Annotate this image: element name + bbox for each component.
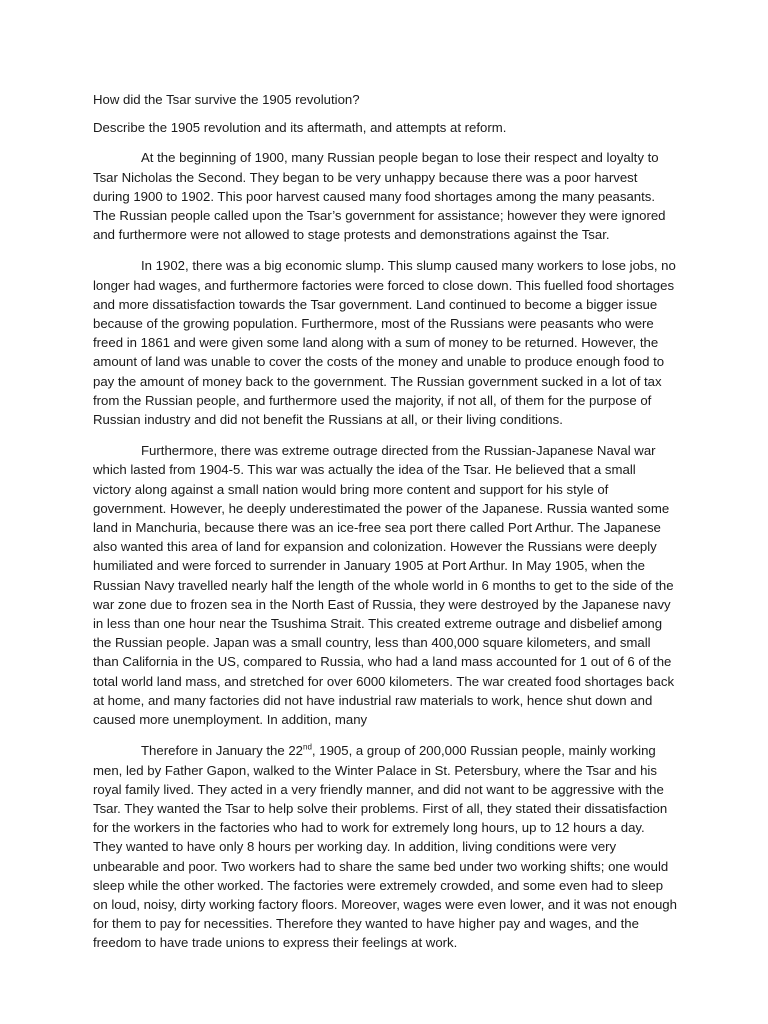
document-body (93, 90, 677, 965)
essay-task: Describe the 1905 revolution and its aftermath, and attempts at reform. (93, 120, 507, 136)
paragraph-4-start: Therefore in January the 22 (141, 743, 304, 759)
paragraph-4-rest: , 1905, a group of 200,000 Russian people, mainly working men, led by Father Gapon, walked to the Winter Palace in St. Petersbury, where the Tsar and his royal family lived. They acted in a very friendly manner, and did not want to be aggressive with the Tsar. They wanted the Tsar to help solve their problems. First of all, they stated their dissatisfaction for the workers in the factories who had to work for extremely long hours, up to 12 hours a day. They wanted to have only 8 hours per working day. In addition, living conditions were very unbearable and poor. Two workers had to share the same bed under two working shifts; one would sleep while the other worked. The factories were extremely crowded, and some even had to sleep on loud, noisy, dirty working factory floors. Moreover, wages were even lower, and it was not enough for them to pay for necessities. Therefore they wanted to have higher pay and wages, and the freedom to have trade unions to express their feelings at work. (93, 743, 677, 951)
essay-question: How did the Tsar survive the 1905 revolution? (93, 92, 360, 107)
ordinal-suffix: nd (303, 742, 312, 752)
paragraph-2: In 1902, there was a big economic slump. This slump caused many workers to lose jobs, no longer had wages, and furthermore factories were forced to close down. This fuelled food shortages and more dissatisfaction towards the Tsar government. Land continued to become a bigger issue because of the growing population. Furthermore, most of the Russians were peasants who were freed in 1861 and were given some land along with a sum of money to be returned. However, the amount of land was unable to cover the costs of the money and unable to produce enough food to pay the amount of money back to the government. The Russian government sucked in a lot of tax from the Russian people, and furthermore used the majority, if not all, of them for the purpose of Russian industry and did not benefit the Russians at all, or their living conditions. (93, 258, 676, 428)
paragraph-3: Furthermore, there was extreme outrage directed from the Russian-Japanese Naval war which lasted from 1904-5. This war was actually the idea of the Tsar. He believed that a small victory along against a small nation would bring more content and support for his style of government. However, he deeply underestimated the power of the Japanese. Russia wanted some land in Manchuria, because there was an ice-free sea port there called Port Arthur. The Japanese also wanted this area of land for expansion and colonization. However the Russians were deeply humiliated and were forced to surrender in January 1905 at Port Arthur. In May 1905, when the Russian Navy travelled nearly half the length of the whole world in 6 months to get to the side of the war zone due to frozen sea in the North East of Russia, they were destroyed by the Japanese navy in less than one hour near the Tsushima Strait. This created extreme outrage and disbelief among the Russian people. Japan was a small country, less than 400,000 square kilometers, and small than California in the US, compared to Russia, who had a land mass accounted for 1 out of 6 of the total world land mass, and stretched for over 6000 kilometers. The war created food shortages back at home, and many factories did not have industrial raw materials to work, hence shut down and caused more unemployment. In addition, many (93, 443, 675, 728)
paragraph-4 (93, 741, 677, 952)
paragraph-1: At the beginning of 1900, many Russian people began to lose their respect and loyalty to Tsar Nicholas the Second. They began to be very unhappy because there was a poor harvest during 1900 to 1902. This poor harvest caused many food shortages among the many peasants. The Russian people called upon the Tsar’s government for assistance; however they were ignored and furthermore were not allowed to stage protests and demonstrations against the Tsar. (93, 150, 666, 243)
